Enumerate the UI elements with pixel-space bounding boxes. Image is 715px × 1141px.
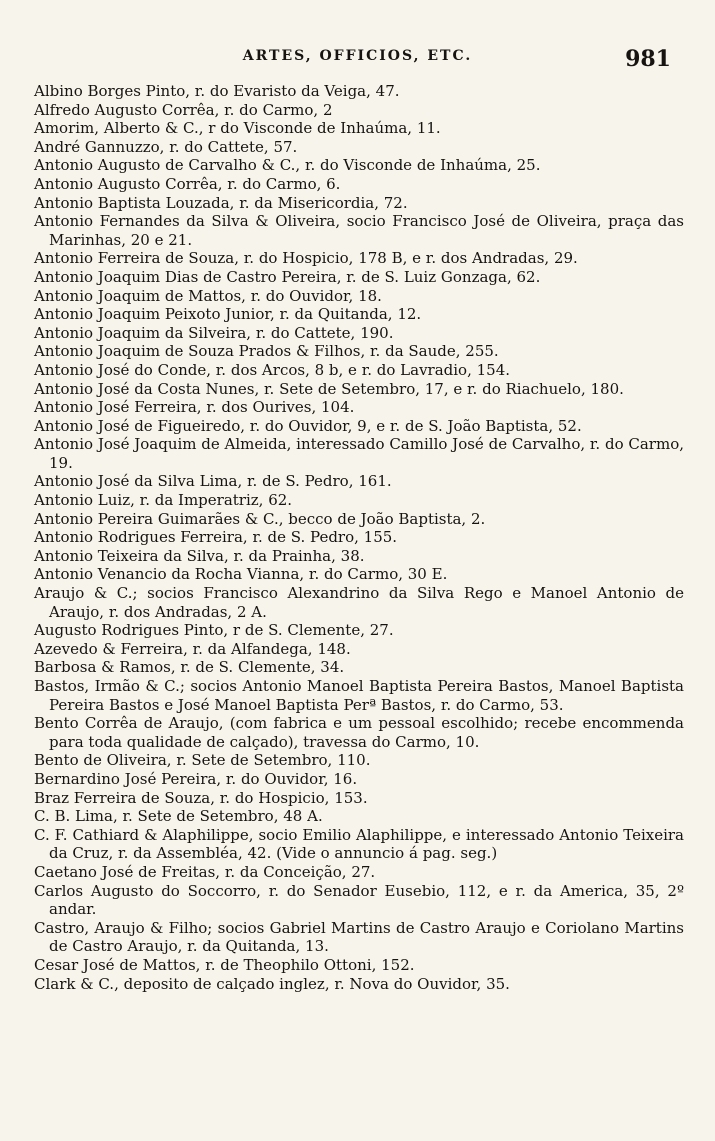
- directory-entry: Antonio José de Figueiredo, r. do Ouvidor, 9, e r. de S. João Baptista, 52.: [34, 416, 582, 435]
- directory-entry: Antonio Augusto Corrêa, r. do Carmo, 6.: [34, 174, 341, 193]
- directory-entry: Antonio Joaquim de Mattos, r. do Ouvidor, 18.: [34, 286, 382, 305]
- directory-entry: Antonio José Joaquim de Almeida, interessado Camillo José de Carvalho, r. do Carmo, 19.: [34, 435, 684, 472]
- page-number: 981: [625, 46, 671, 72]
- directory-entry: André Gannuzzo, r. do Cattete, 57.: [34, 137, 298, 156]
- directory-entry: Cesar José de Mattos, r. de Theophilo Ottoni, 152.: [34, 955, 415, 974]
- directory-entry: Antonio Ferreira de Souza, r. do Hospicio, 178 B, e r. dos Andradas, 29.: [34, 249, 578, 268]
- directory-entry: Albino Borges Pinto, r. do Evaristo da Veiga, 47.: [34, 82, 400, 100]
- directory-entry: Azevedo & Ferreira, r. da Alfandega, 148.: [34, 639, 351, 658]
- directory-entry: Bastos, Irmão & C.; socios Antonio Manoel Baptista Pereira Bastos, Manoel Baptista Pereira Bastos e José Manoel Baptista Perª Bastos, r. do Carmo, 53.: [34, 677, 684, 714]
- directory-entry: Bernardino José Pereira, r. do Ouvidor, 16.: [34, 769, 358, 788]
- directory-entry: Antonio Fernandes da Silva & Oliveira, socio Francisco José de Oliveira, praça das Marinhas, 20 e 21.: [34, 212, 684, 249]
- directory-entry: Araujo & C.; socios Francisco Alexandrino da Silva Rego e Manoel Antonio de Araujo, r. dos Andradas, 2 A.: [34, 584, 684, 621]
- directory-entry: Castro, Araujo & Filho; socios Gabriel Martins de Castro Araujo e Coriolano Martins de Castro Araujo, r. da Quitanda, 13.: [34, 918, 684, 956]
- directory-entry: Antonio Augusto de Carvalho & C., r. do Visconde de Inhaúma, 25.: [34, 156, 541, 175]
- page-header: [0, 46, 715, 72]
- directory-entry: Antonio Joaquim de Souza Prados & Filhos, r. da Saude, 255.: [34, 342, 499, 361]
- directory-entry: Antonio Joaquim Dias de Castro Pereira, r. de S. Luiz Gonzaga, 62.: [34, 267, 541, 286]
- directory-entry: Antonio José da Costa Nunes, r. Sete de Setembro, 17, e r. do Riachuelo, 180.: [34, 379, 624, 398]
- section-title: ARTES, OFFICIOS, ETC.: [242, 48, 473, 64]
- directory-entry: Bento Corrêa de Araujo, (com fabrica e um pessoal escolhido; recebe encommenda para toda qualidade de calçado), travessa do Carmo, 10.: [34, 714, 684, 751]
- directory-entry: Antonio Joaquim da Silveira, r. do Cattete, 190.: [34, 323, 394, 342]
- directory-entry: Amorim, Alberto & C., r do Visconde de Inhaúma, 11.: [34, 119, 441, 138]
- directory-entry: Antonio José da Silva Lima, r. de S. Pedro, 161.: [34, 472, 392, 491]
- directory-entries: [34, 82, 684, 993]
- directory-entry: Antonio Rodrigues Ferreira, r. de S. Pedro, 155.: [34, 528, 398, 547]
- directory-entry: C. B. Lima, r. Sete de Setembro, 48 A.: [34, 807, 323, 826]
- directory-entry: Carlos Augusto do Soccorro, r. do Senador Eusebio, 112, e r. da America, 35, 2º andar.: [34, 881, 684, 919]
- directory-entry: C. F. Cathiard & Alaphilippe, socio Emilio Alaphilippe, e interessado Antonio Teixeira da Cruz, r. da Assembléa, 42. (Vide o annuncio á pag. seg.): [34, 825, 684, 863]
- directory-entry: Antonio José do Conde, r. dos Arcos, 8 b, e r. do Lavradio, 154.: [34, 360, 511, 379]
- directory-entry: Antonio Pereira Guimarães & C., becco de João Baptista, 2.: [34, 509, 486, 528]
- directory-entry: Augusto Rodrigues Pinto, r de S. Clemente, 27.: [34, 621, 394, 640]
- directory-entry: Braz Ferreira de Souza, r. do Hospicio, 153.: [34, 788, 368, 807]
- directory-entry: Antonio Teixeira da Silva, r. da Prainha, 38.: [34, 546, 365, 565]
- directory-entry: Bento de Oliveira, r. Sete de Setembro, 110.: [34, 751, 371, 770]
- directory-entry: Clark & C., deposito de calçado inglez, r. Nova do Ouvidor, 35.: [34, 974, 510, 993]
- directory-entry: Antonio Venancio da Rocha Vianna, r. do Carmo, 30 E.: [34, 565, 448, 584]
- directory-entry: Caetano José de Freitas, r. da Conceição, 27.: [34, 862, 376, 881]
- directory-entry: Alfredo Augusto Corrêa, r. do Carmo, 2: [34, 100, 333, 119]
- directory-entry: Antonio Luiz, r. da Imperatriz, 62.: [34, 491, 293, 510]
- directory-entry: Antonio Joaquim Peixoto Junior, r. da Quitanda, 12.: [34, 305, 422, 324]
- directory-entry: Barbosa & Ramos, r. de S. Clemente, 34.: [34, 658, 345, 677]
- directory-entry: Antonio Baptista Louzada, r. da Misericordia, 72.: [34, 193, 408, 212]
- directory-entry: Antonio José Ferreira, r. dos Ourives, 104.: [34, 398, 355, 417]
